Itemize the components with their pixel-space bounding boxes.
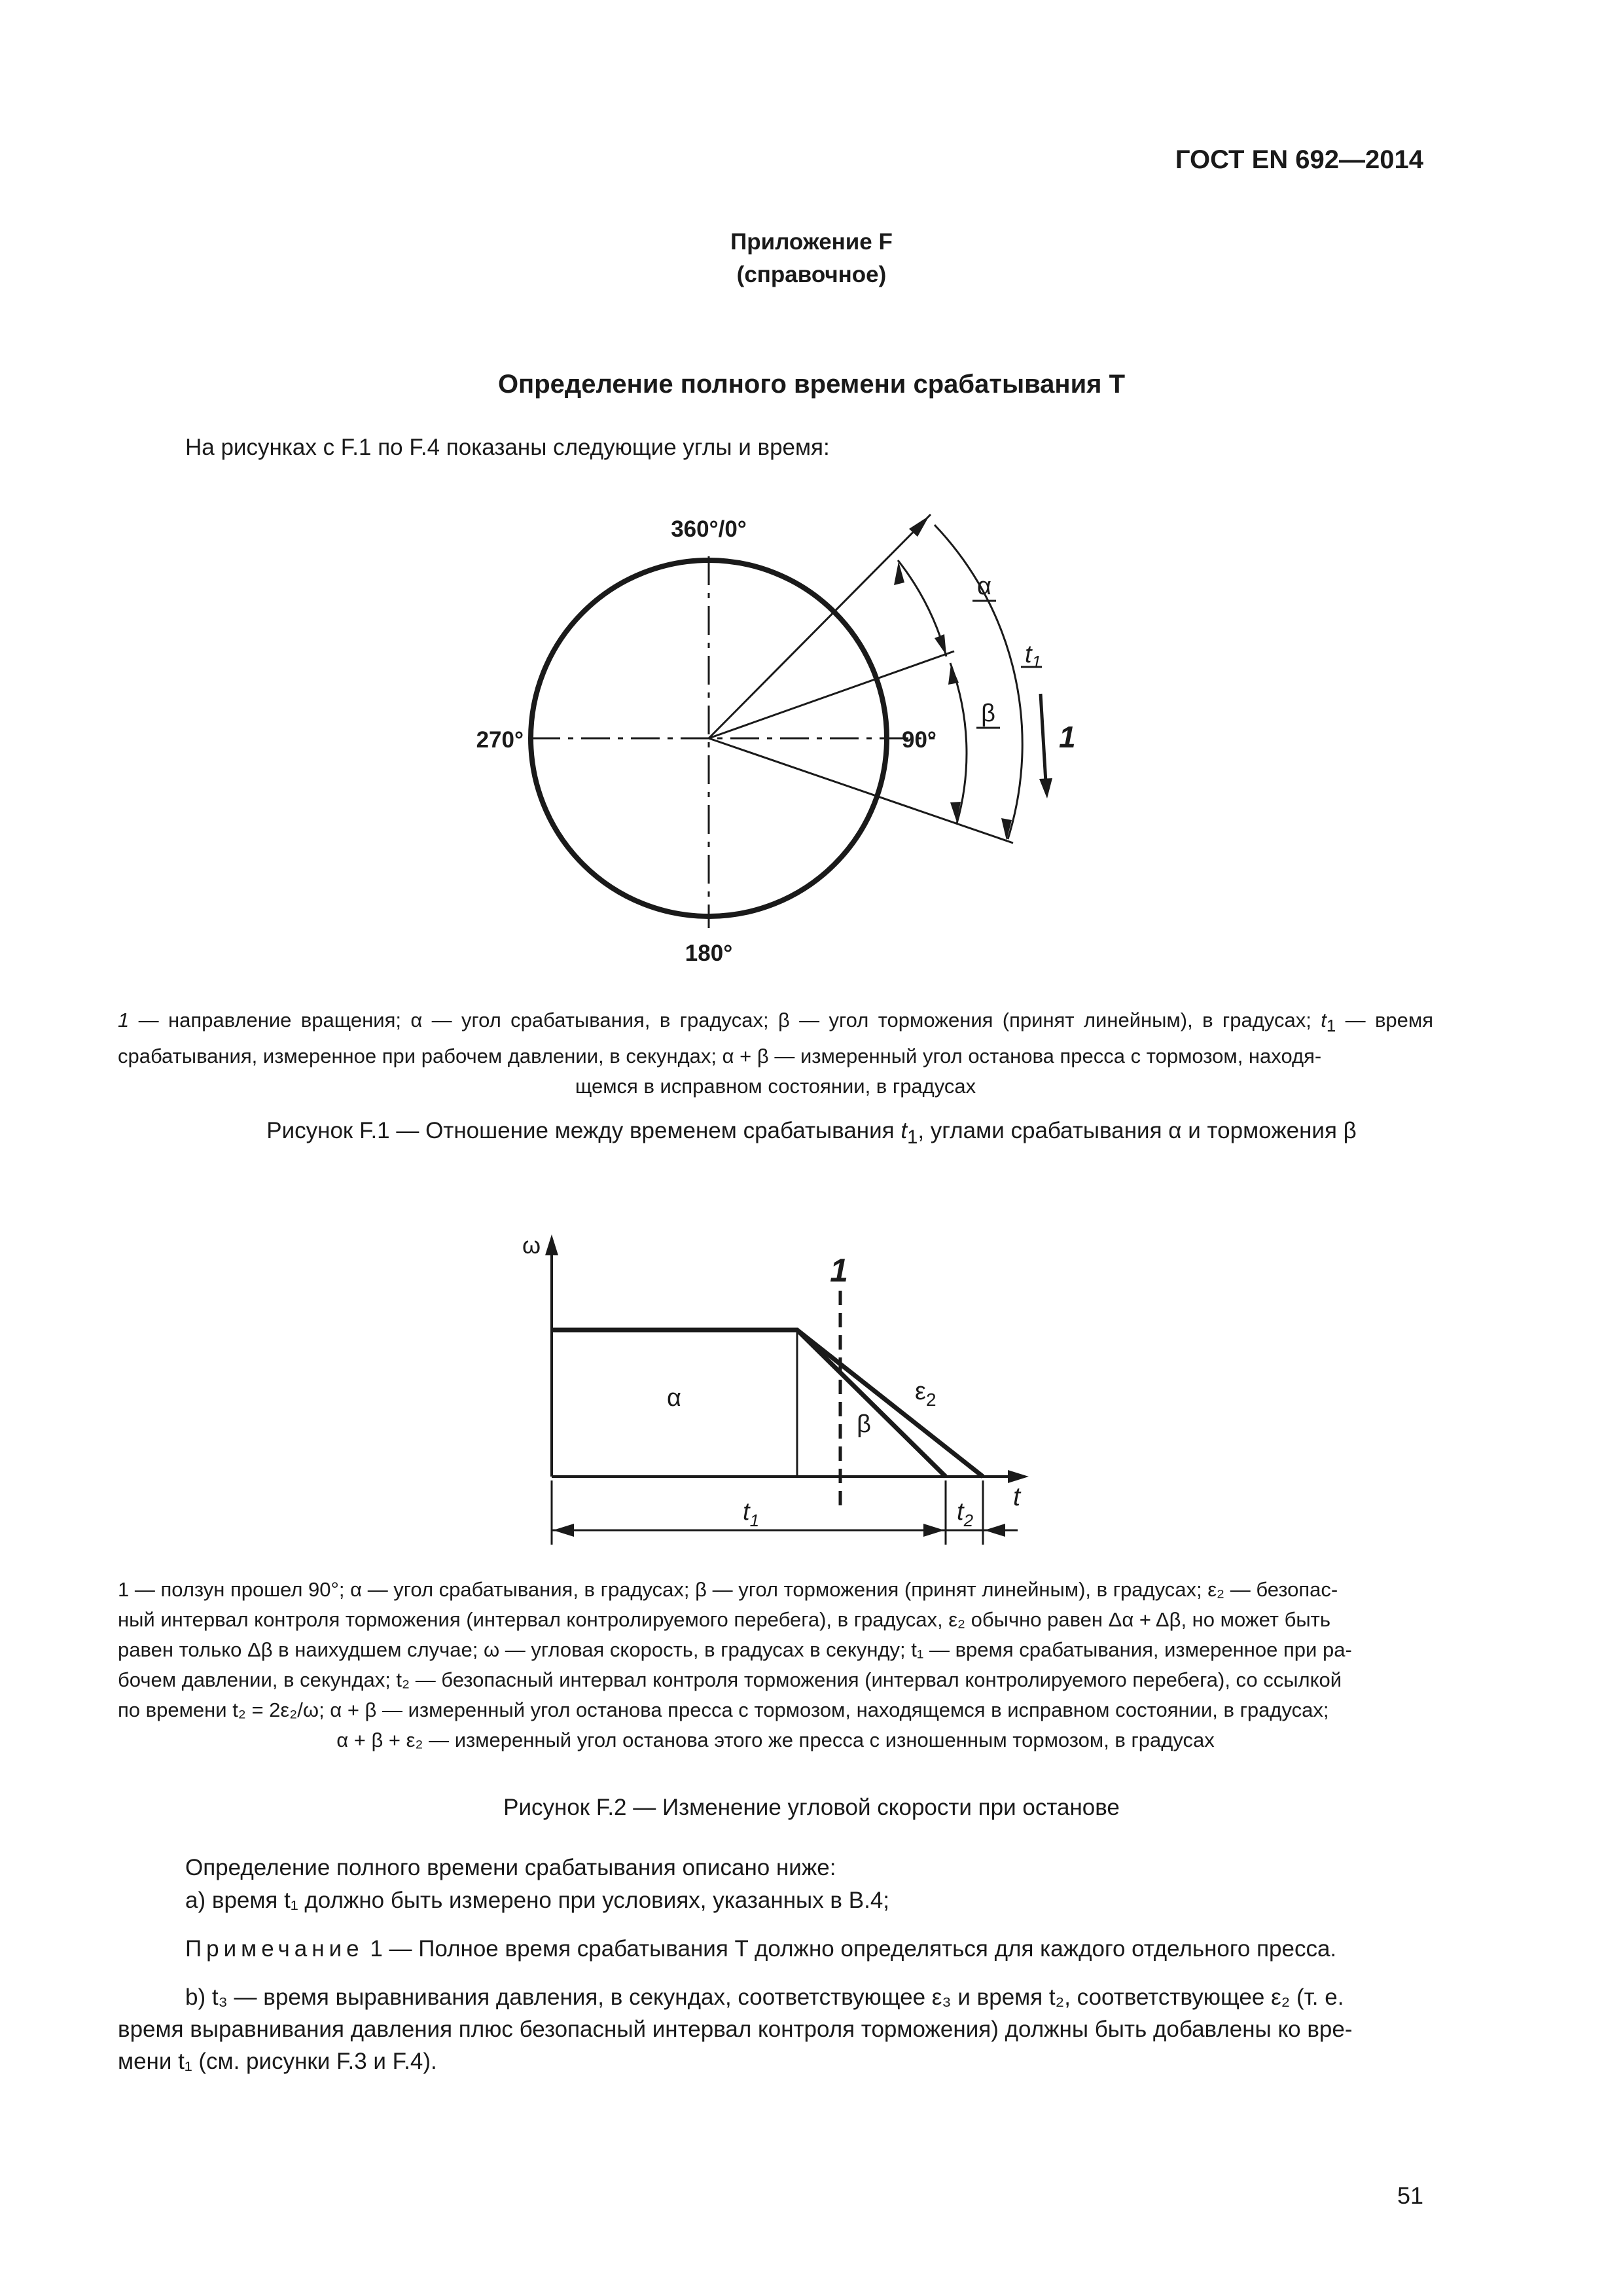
body-paragraph: Определение полного времени срабатывания описано ниже: (185, 1855, 836, 1880)
label-alpha: α (667, 1384, 681, 1412)
legend-line: равен только Δβ в наихудшем случае; ω — угловая скорость, в градусах в секунду; t₁ — время срабатывания, измеренное при ра- (118, 1638, 1352, 1661)
legend-line: 1 — направление вращения; α — угол срабатывания, в градусах; β — угол торможения (принят линейным), в градусах; $t_1$ — время срабатывания, измеренное при рабочем давлении, в секундах; α + β — измеренный угол останова пресса с тормозом, находя- (118, 1009, 1433, 1068)
label-omega: ω (522, 1232, 541, 1259)
label-alpha: α (977, 573, 991, 600)
body-item-b-line2: время выравнивания давления плюс безопасный интервал контроля торможения) должны быть добавлены ко вре- (118, 2017, 1353, 2042)
t2-arrow (984, 1524, 1005, 1537)
legend-line: по времени t₂ = 2ε₂/ω; α + β — измеренный угол останова пресса с тормозом, находящемся в исправном состоянии, в градусах; (118, 1698, 1329, 1721)
label-360: 360°/0° (671, 516, 747, 542)
label-direction: 1 (1059, 720, 1076, 754)
t1-arrow-right (923, 1524, 944, 1537)
t1-arrow-left (553, 1524, 574, 1537)
annex-type: (справочное) (736, 262, 887, 287)
time-arrow (1008, 1470, 1029, 1483)
label-t-axis: t (1013, 1482, 1021, 1511)
label-90: 90° (902, 727, 936, 753)
legend-line: α + β + ε₂ — измеренный угол останова этого же пресса с изношенным тормозом, в градусах (336, 1729, 1215, 1751)
legend-line: 1 — ползун прошел 90°; α — угол срабатывания, в градусах; β — угол торможения (принят линейным), в градусах; ε₂ — безопас- (118, 1578, 1338, 1601)
omega-arrow (545, 1234, 558, 1255)
legend-line: бочем давлении, в секундах; t₂ — безопасный интервал контроля торможения (интервал контролируемого перебега), со ссылкой (118, 1668, 1342, 1691)
figure-f2-legend (118, 1575, 1433, 1755)
body-item-b-line3: мени t₁ (см. рисунки F.3 и F.4). (118, 2049, 437, 2074)
label-180: 180° (685, 941, 733, 966)
label-eps2: $\varepsilon_2$ (915, 1378, 936, 1410)
page-number: 51 (1397, 2182, 1423, 2209)
body-item-b-line1: b) t₃ — время выравнивания давления, в секундах, соответствующее ε₃ и время t₂, соответствующее ε₂ (т. е. (185, 1984, 1344, 2010)
label-t2: $t_2$ (957, 1498, 974, 1530)
figure-f1-caption: Рисунок F.1 — Отношение между временем срабатывания $t_1$, углами срабатывания α и торможения β (266, 1118, 1357, 1148)
body-item-a: a) время t₁ должно быть измерено при условиях, указанных в B.4; (185, 1888, 890, 1913)
note-1: Примечание 1 — Полное время срабатывания T должно определяться для каждого отдельного пресса. (185, 1936, 1337, 1962)
legend-line: щемся в исправном состоянии, в градусах (575, 1075, 976, 1098)
label-270: 270° (476, 727, 524, 753)
label-beta: β (857, 1410, 871, 1438)
document-id: ГОСТ EN 692—2014 (1175, 145, 1423, 174)
figure-f2-caption: Рисунок F.2 — Изменение угловой скорости при останове (503, 1795, 1120, 1820)
label-t1: $t_1$ (743, 1498, 760, 1530)
label-t1: $t_1$ (1025, 641, 1042, 672)
section-title: Определение полного времени срабатывания T (497, 370, 1126, 399)
label-beta: β (981, 700, 995, 727)
legend-line: ный интервал контроля торможения (интервал контролируемого перебега), в градусах, ε₂ обычно равен Δα + Δβ, но может быть (118, 1608, 1330, 1631)
intro-text: На рисунках с F.1 по F.4 показаны следующие углы и время: (185, 435, 830, 460)
eps2-curve (797, 1330, 983, 1477)
label-marker: 1 (830, 1252, 848, 1289)
annex-title: Приложение F (730, 229, 893, 255)
